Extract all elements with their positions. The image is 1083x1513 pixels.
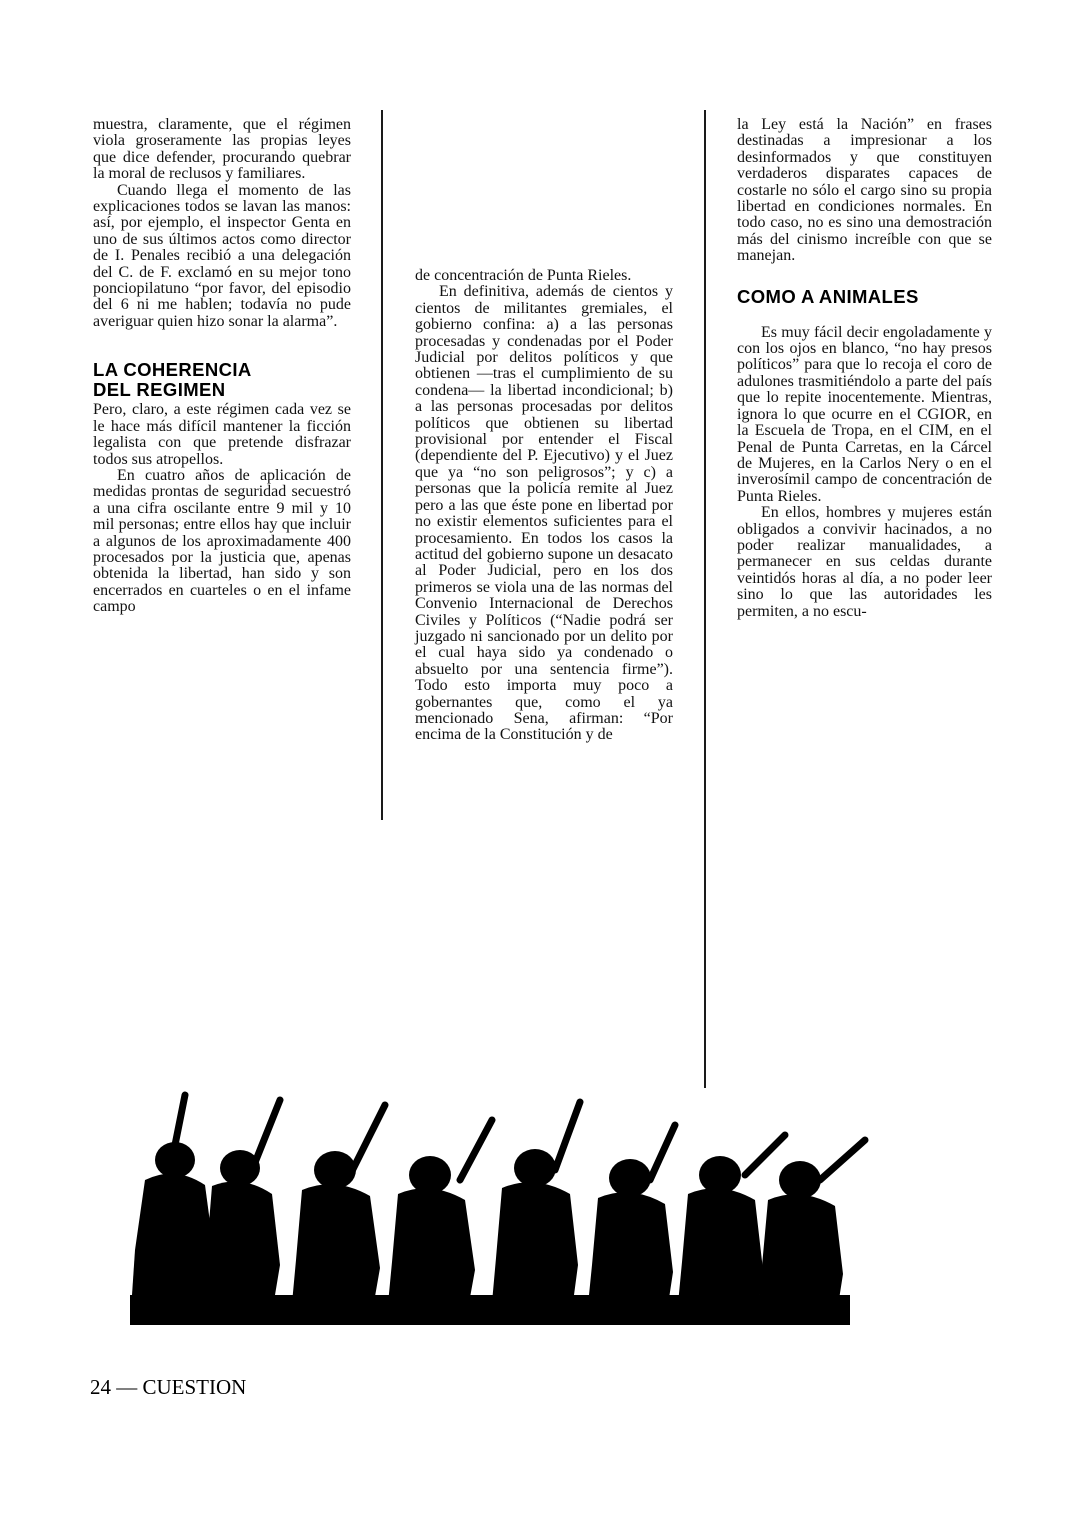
- column-divider: [704, 110, 706, 1088]
- text-column-right: [737, 117, 992, 620]
- paragraph: la Ley está la Nación” en frases destinadas a impresionar a los desinformados y que constituyen verdaderos disparates capaces de costarle no sólo el cargo sino su propia libertad en condiciones normales. En todo caso, no es sino una demostración más del cinismo increíble con que se manejan.: [737, 116, 992, 265]
- section-heading-line: LA COHERENCIA: [93, 359, 252, 381]
- column-divider: [381, 110, 383, 820]
- paragraph: En definitiva, además de cientos y cientos de militantes gremiales, el gobierno confina: a) a las personas procesadas y condenadas por el Poder Judicial por delitos políticos y que obtienen —tras el cumplimiento de su condena— la libertad incondicional; b) a las personas procesadas por delitos políticos que obtienen su libertad provisional por entender el Fiscal (dependiente del P. Ejecutivo) y el Juez que ya “no son peligrosos”; y c) a personas que la policía remite al Juez pero a las que éste pone en libertad por no existir elementos suficientes para el procesamiento. En todos los casos la actitud del gobierno supone un desacato al Poder Judicial, pero en los dos primeros se viola una de las normas del Convenio Internacional de Derechos Civiles y Políticos (“Nadie podrá ser juzgado ni sancionado por un delito por el cual haya sido ya condenado o absuelto por una sentencia firme”). Todo esto importa muy poco a gobernantes que, como el ya mencionado Sena, afirman: “Por encima de la Constitución y de: [415, 283, 673, 744]
- paragraph: En ellos, hombres y mujeres están obligados a convivir hacinados, a no poder realizar manualidades, a permanecer en sus celdas durante veintidós horas al día, a no poder leer sino lo que las autoridades les permiten, a no escu-: [737, 504, 992, 620]
- section-heading: COMO A ANIMALES: [737, 285, 919, 307]
- paragraph: Pero, claro, a este régimen cada vez se le hace más difícil mantener la ficción legalista con que pretende disfrazar todos sus atropellos.: [93, 401, 351, 468]
- publication-name: CUESTION: [142, 1375, 247, 1399]
- paragraph: Cuando llega el momento de las explicaciones todos se lavan las manos: así, por ejemplo, el inspector Genta en uno de sus últimos actos como director de I. Penales recibió a una delegación del C. de F. exclamó en su mejor tono ponciopilatuno “por favor, del episodio del 6 ni me hablen; todavía no pude averiguar quien hizo sonar la alarma”.: [93, 181, 351, 330]
- text-column-middle: [415, 268, 673, 744]
- paragraph: de concentración de Punta Rieles.: [415, 267, 632, 284]
- section-heading: [93, 360, 351, 400]
- paragraph: muestra, claramente, que el régimen viola groseramente las propias leyes que dice defender, procurando quebrar la moral de reclusos y familiares.: [93, 116, 351, 183]
- page-footer: [90, 1375, 246, 1400]
- footer-dash: —: [116, 1375, 138, 1399]
- section-heading-line: DEL REGIMEN: [93, 379, 226, 401]
- page-number: 24: [90, 1375, 111, 1399]
- soldiers-silhouette-icon: [130, 1090, 910, 1325]
- paragraph: Es muy fácil decir engoladamente y con los ojos en blanco, “no hay presos políticos” para que lo recoja el coro de adulones trasmitiéndolo a parte del país que lo repite inocentemente. Mientras, ignora lo que ocurre en el CGIOR, en la Escuela de Tropa, en el CIM, en el Penal de Punta Carretas, en la Cárcel de Mujeres, en la Carlos Nery o en el inverosímil campo de concentración de Punta Rieles.: [737, 323, 992, 505]
- paragraph: En cuatro años de aplicación de medidas prontas de seguridad secuestró a una cifra oscilante entre 9 mil y 10 mil personas; entre ellos hay que incluir a algunos de los aproximadamente 400 procesados por la justicia que, apenas obtenida la libertad, han sido y son encerrados en cuarteles o en el infame campo: [93, 466, 351, 616]
- text-column-left: [93, 117, 351, 616]
